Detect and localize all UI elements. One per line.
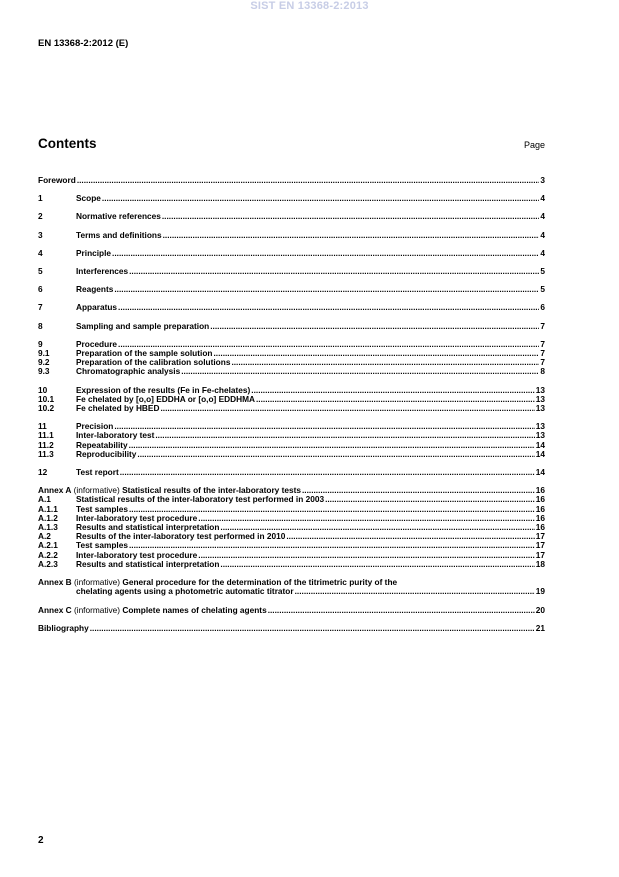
toc-entry-title: Principle bbox=[76, 247, 112, 258]
toc-entry-page: 4 bbox=[540, 247, 545, 258]
toc-entry-title: Reagents bbox=[76, 284, 114, 295]
toc-entry-title: Apparatus bbox=[76, 302, 118, 313]
toc-entry-number: 11.2 bbox=[38, 439, 54, 450]
toc-entry-title: Inter-laboratory test bbox=[76, 430, 155, 441]
toc-entry-number: 5 bbox=[38, 266, 43, 277]
document-id: EN 13368-2:2012 (E) bbox=[38, 38, 129, 49]
toc-entry[interactable] bbox=[38, 367, 545, 376]
toc-entry-number: 10.1 bbox=[38, 393, 55, 404]
toc-entry-number: A.2.3 bbox=[38, 558, 58, 569]
toc-entry-number: 10.2 bbox=[38, 403, 55, 414]
toc-entry-title: Inter-laboratory test procedure bbox=[76, 549, 198, 560]
toc-entry-title: Statistical results of the inter-laboratory test performed in 2003 bbox=[76, 494, 325, 505]
dot-leader bbox=[302, 486, 535, 495]
toc-entry-page: 16 bbox=[535, 494, 545, 505]
toc-entry-number: 3 bbox=[38, 229, 43, 240]
dot-leader bbox=[163, 231, 540, 240]
toc-entry-title: Fe chelated by HBED bbox=[76, 403, 160, 414]
toc-entry-title bbox=[38, 606, 267, 615]
toc-entry-title: Results and statistical interpretation bbox=[76, 522, 220, 533]
toc-entry-number: 12 bbox=[38, 467, 48, 478]
toc-entry-page: 3 bbox=[540, 175, 545, 185]
toc-entry-page: 16 bbox=[535, 485, 545, 496]
dot-leader bbox=[120, 468, 535, 477]
dot-leader bbox=[210, 322, 539, 331]
dot-leader bbox=[213, 349, 539, 358]
toc-entry-number: 9 bbox=[38, 338, 43, 349]
toc-entry[interactable] bbox=[38, 468, 545, 477]
toc-entry[interactable] bbox=[38, 231, 545, 240]
toc-entry-page: 13 bbox=[535, 430, 545, 441]
toc-entry-page: 21 bbox=[535, 622, 545, 633]
toc-entry-title: Scope bbox=[76, 193, 101, 204]
toc-entry[interactable] bbox=[38, 194, 545, 203]
toc-entry-number: 11.1 bbox=[38, 430, 54, 441]
dot-leader bbox=[129, 267, 539, 276]
toc-entry-page: 14 bbox=[535, 448, 545, 459]
toc-entry-number: A.1.1 bbox=[38, 503, 58, 514]
page-column-label: Page bbox=[523, 140, 545, 150]
toc-entry-title: Normative references bbox=[76, 211, 161, 222]
dot-leader bbox=[118, 303, 539, 312]
toc-entry-page: 17 bbox=[535, 531, 545, 542]
dot-leader bbox=[295, 587, 535, 596]
toc-entry-number: 10 bbox=[38, 384, 48, 395]
dot-leader bbox=[129, 441, 535, 450]
toc-entry-title: Sampling and sample preparation bbox=[76, 320, 210, 331]
dot-leader bbox=[155, 431, 534, 440]
toc-entry[interactable] bbox=[38, 322, 545, 331]
watermark: SIST EN 13368-2:2013 bbox=[250, 0, 369, 12]
annex-title: Complete names of chelating agents bbox=[122, 604, 267, 615]
toc-entry-title: Preparation of the calibration solutions bbox=[76, 357, 231, 368]
toc-entry-number: A.1 bbox=[38, 494, 51, 505]
toc-entry-number: 4 bbox=[38, 247, 43, 258]
page-title: Contents bbox=[38, 136, 97, 151]
toc-entry-number: 7 bbox=[38, 302, 43, 313]
dot-leader bbox=[286, 532, 534, 541]
toc-entry-page: 4 bbox=[540, 193, 545, 204]
toc-entry[interactable] bbox=[38, 624, 545, 633]
toc-entry-number: 9.2 bbox=[38, 357, 50, 368]
dot-leader bbox=[77, 176, 540, 185]
toc-entry-page: 16 bbox=[535, 503, 545, 514]
toc-entry-number: 11 bbox=[38, 421, 47, 432]
toc-entry-page: 7 bbox=[540, 338, 545, 349]
informative-note: (informative) bbox=[71, 485, 123, 496]
toc-entry-number: 8 bbox=[38, 320, 43, 331]
toc-entry-page: 17 bbox=[535, 540, 545, 551]
toc-entry-page: 13 bbox=[535, 384, 545, 395]
toc-entry-title: Results and statistical interpretation bbox=[76, 558, 220, 569]
toc-entry[interactable] bbox=[38, 578, 545, 596]
toc-entry-title: Preparation of the sample solution bbox=[76, 348, 213, 359]
toc-entry-number: 9.3 bbox=[38, 366, 50, 377]
toc-entry-page: 14 bbox=[535, 467, 545, 478]
toc-entry-page: 14 bbox=[535, 439, 545, 450]
toc-entry-page: 16 bbox=[535, 522, 545, 533]
toc-entry[interactable] bbox=[38, 606, 545, 615]
informative-note: (informative) bbox=[71, 577, 123, 588]
toc-entry-page: 4 bbox=[540, 229, 545, 240]
dot-leader bbox=[220, 560, 534, 569]
dot-leader bbox=[102, 194, 539, 203]
toc-entry-title: Bibliography bbox=[38, 622, 89, 633]
toc-entry[interactable] bbox=[38, 303, 545, 312]
toc-entry-title: Results of the inter-laboratory test performed in 2010 bbox=[76, 531, 286, 542]
toc-entry-page: 4 bbox=[540, 211, 545, 222]
toc-entry-number: A.2.2 bbox=[38, 549, 58, 560]
dot-leader bbox=[198, 551, 535, 560]
annex-title: General procedure for the determination of the titrimetric purity of the bbox=[122, 577, 398, 588]
dot-leader bbox=[181, 367, 539, 376]
toc-entry[interactable] bbox=[38, 176, 545, 185]
toc-entry-title: Precision bbox=[76, 421, 114, 432]
toc-entry[interactable] bbox=[38, 560, 545, 569]
toc-entry-title: Inter-laboratory test procedure bbox=[76, 512, 198, 523]
toc-entry-page: 16 bbox=[535, 512, 545, 523]
table-of-contents bbox=[38, 176, 545, 633]
dot-leader bbox=[160, 404, 534, 413]
toc-entry-title: Interferences bbox=[76, 266, 129, 277]
toc-entry-title: Test samples bbox=[76, 540, 128, 551]
toc-entry-number: 11.3 bbox=[38, 448, 54, 459]
informative-note: (informative) bbox=[71, 604, 123, 615]
toc-entry-page: 6 bbox=[540, 302, 545, 313]
toc-entry-page: 7 bbox=[540, 348, 545, 359]
toc-entry-title: Reproducibility bbox=[76, 448, 137, 459]
toc-entry-page: 5 bbox=[540, 284, 545, 295]
toc-entry-title: Procedure bbox=[76, 338, 118, 349]
toc-entry-title: Fe chelated by [o,o] EDDHA or [o,o] EDDHMA bbox=[76, 393, 255, 404]
toc-entry-number: A.1.2 bbox=[38, 512, 58, 523]
toc-entry-title: Expression of the results (Fe in Fe-chelates) bbox=[76, 384, 251, 395]
toc-entry-title: Chromatographic analysis bbox=[76, 366, 181, 377]
toc-entry-page: 20 bbox=[535, 604, 545, 615]
toc-entry-title: Test report bbox=[76, 467, 119, 478]
toc-entry-title: Foreword bbox=[38, 175, 76, 185]
toc-entry-number: A.2.1 bbox=[38, 540, 58, 551]
annex-title: Statistical results of the inter-laboratory tests bbox=[122, 485, 301, 496]
toc-entry[interactable] bbox=[38, 212, 545, 221]
toc-entry[interactable] bbox=[38, 450, 545, 459]
toc-entry-number: 1 bbox=[38, 193, 43, 204]
dot-leader bbox=[137, 450, 534, 459]
toc-entry-number: A.1.3 bbox=[38, 522, 58, 533]
toc-entry-number: 6 bbox=[38, 284, 43, 295]
toc-entry-page: 7 bbox=[540, 320, 545, 331]
toc-entry-page: 7 bbox=[540, 357, 545, 368]
dot-leader bbox=[325, 495, 535, 504]
toc-entry-number: A.2 bbox=[38, 531, 51, 542]
dot-leader bbox=[112, 249, 539, 258]
toc-entry-page: 13 bbox=[535, 421, 545, 432]
dot-leader bbox=[114, 422, 534, 431]
toc-entry-page: 17 bbox=[535, 549, 545, 560]
dot-leader bbox=[256, 395, 535, 404]
toc-entry[interactable] bbox=[38, 285, 545, 294]
toc-entry[interactable] bbox=[38, 404, 545, 413]
toc-entry[interactable] bbox=[38, 267, 545, 276]
toc-entry[interactable] bbox=[38, 249, 545, 258]
toc-entry-page: 13 bbox=[535, 403, 545, 414]
toc-entry-title-continued: chelating agents using a photometric automatic titrator bbox=[76, 586, 294, 597]
annex-label: Annex B bbox=[38, 577, 72, 588]
toc-entry-page: 18 bbox=[535, 558, 545, 569]
toc-entry-number: 2 bbox=[38, 211, 43, 222]
toc-entry-number: 9.1 bbox=[38, 348, 50, 359]
toc-entry-title: Repeatability bbox=[76, 439, 128, 450]
dot-leader bbox=[114, 285, 539, 294]
annex-label: Annex A bbox=[38, 485, 72, 496]
dot-leader bbox=[162, 212, 540, 221]
dot-leader bbox=[90, 624, 535, 633]
toc-entry-page: 19 bbox=[535, 586, 545, 597]
toc-entry-page: 8 bbox=[540, 366, 545, 377]
dot-leader bbox=[231, 358, 539, 367]
dot-leader bbox=[268, 606, 535, 615]
page-number: 2 bbox=[38, 835, 44, 846]
toc-entry-title: Terms and definitions bbox=[76, 229, 162, 240]
toc-entry-page: 13 bbox=[535, 393, 545, 404]
annex-label: Annex C bbox=[38, 604, 72, 615]
toc-entry-page: 5 bbox=[540, 266, 545, 277]
dot-leader bbox=[251, 386, 534, 395]
dot-leader bbox=[198, 514, 535, 523]
toc-entry-title: Test samples bbox=[76, 503, 128, 514]
